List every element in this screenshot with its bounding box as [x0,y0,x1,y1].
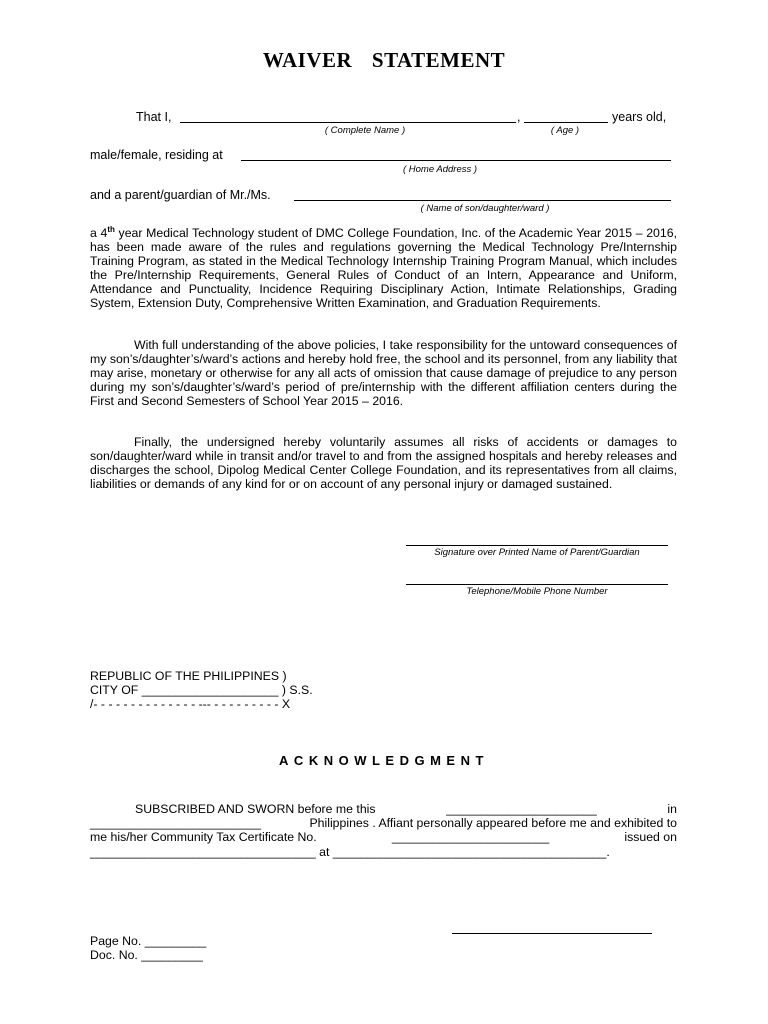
ack-period: . [606,845,610,859]
dashed-separator: /- - - - - - - - - - - - - - --- - - - - - - - - - X [90,697,291,711]
signature-line[interactable] [406,545,668,546]
city-line [90,683,313,697]
home-address-caption: ( Home Address ) [402,164,478,175]
phone-caption: Telephone/Mobile Phone Number [466,586,608,597]
page-no-blank[interactable]: _________ [144,934,207,948]
paragraph-3-text: Finally, the undersigned hereby voluntarily assumes all risks of accidents or damages to son/daughter/ward while in transit and/or travel to and from the assigned hospitals and hereby releases and discharges the school, Dipolog Medical Center College Foundation, and its representatives from all claims, liabilities or demands of any kind for or on account of any personal injury or damaged sustained. [90,435,677,491]
city-label: CITY OF [90,683,139,697]
issued-place-blank[interactable]: ________________________________________ [332,845,607,859]
page-no-label: Page No. [90,934,142,948]
superscript-th: th [107,224,115,234]
complete-name-blank[interactable] [180,122,516,123]
place-blank[interactable]: _________________________ [90,816,261,830]
paragraph-2-text: With full understanding of the above policies, I take responsibility for the untoward consequences of my son’s/daughter’s/ward’s actions and hereby hold free, the school and its personnel, from any liability that may arise, monetary or otherwise for any all acts of omission that cause damage of prejudice to any person during my son’s/daughter’s/ward’s period of pre/internship with the different affiliation centers during the First and Second Semesters of School Year 2015 – 2016. [90,338,677,408]
ward-name-caption: ( Name of son/daughter/ward ) [420,203,550,214]
paragraph-2 [90,339,677,409]
home-address-blank[interactable] [241,160,671,161]
doc-no-blank[interactable]: _________ [141,948,203,962]
issued-date-blank[interactable]: _________________________________ [90,845,316,859]
complete-name-caption: ( Complete Name ) [324,125,406,136]
age-caption: ( Age ) [550,125,580,136]
that-i-label: That I, [136,110,172,124]
ctc-number-blank[interactable]: _______________________ [391,830,550,844]
ss-label: ) S.S. [281,683,313,697]
ack-line-2 [90,816,677,830]
notary-signature-line[interactable] [452,933,652,934]
phone-line[interactable] [406,584,668,585]
ward-name-blank[interactable] [294,200,671,201]
paragraph-3 [90,436,677,492]
city-blank[interactable]: ____________________ [141,683,279,697]
ack-line-1-text: SUBSCRIBED AND SWORN before me this [135,802,376,816]
doc-number-row [90,948,203,962]
issued-on-label: issued on [624,830,677,844]
at-label: at [319,845,330,859]
ack-in-label: in [667,802,677,816]
page-number-row [90,934,206,948]
ack-line-3 [90,830,677,844]
paragraph-1 [90,224,677,310]
age-blank[interactable] [524,122,608,123]
comma: , [517,110,521,124]
acknowledgment-title: ACKNOWLEDGMENT [279,753,489,768]
guardian-of-label: and a parent/guardian of Mr./Ms. [90,188,271,202]
ack-line-3-text: me his/her Community Tax Certificate No. [90,830,317,844]
republic-line: REPUBLIC OF THE PHILIPPINES ) [90,669,287,683]
paragraph-1-text: year Medical Technology student of DMC College Foundation, Inc. of the Academic Year 2015 – 2016, has been made aware of the rules and regulations governing the Medical Technology Pre/Internship Training Program, as stated in the Medical Technology Internship Training Program Manual, which includes the Pre/Internship Requirements, General Rules of Conduct of an Intern, Appearance and Uniform, Attendance and Punctuality, Incidence Requiring Disciplinary Action, Intimate Relationships, Grading System, Extension Duty, Comprehensive Written Examination, and Graduation Requirements. [90,226,677,310]
doc-no-label: Doc. No. [90,948,138,962]
residing-label: male/female, residing at [90,148,223,162]
document-title: WAIVER STATEMENT [262,48,506,72]
years-old-label: years old, [612,110,667,124]
ack-line-1 [90,802,677,816]
ack-line-4 [90,845,610,859]
paragraph-1-start: a 4 [90,226,108,240]
date-blank[interactable]: ______________________ [446,802,597,816]
ack-line-2-text: Philippines . Affiant personally appeared before me and exhibited to [309,816,677,830]
signature-caption: Signature over Printed Name of Parent/Guardian [434,547,640,558]
